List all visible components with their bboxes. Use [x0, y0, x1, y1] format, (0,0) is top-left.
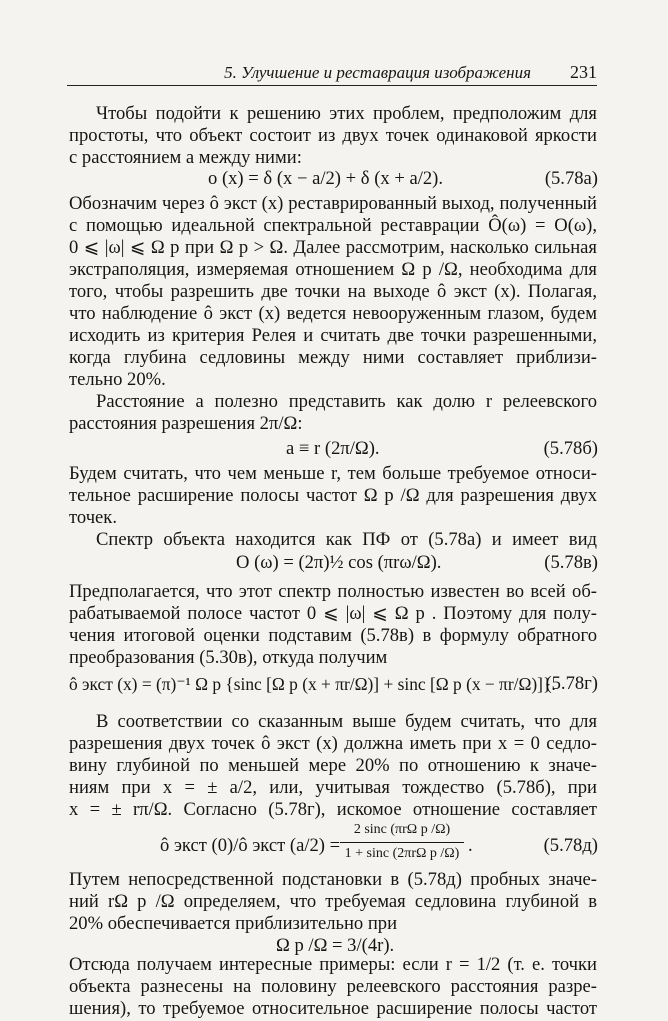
- text-line: тельное расширение полосы частот Ω p /Ω для разрешения двух: [69, 485, 597, 506]
- text-line: простоты, что объект состоит из двух точек одинаковой яркости: [69, 125, 597, 146]
- text-line: исходить из критерия Релея и считать две точки разрешенными,: [69, 325, 597, 346]
- text-line: Путем непосредственной подстановки в (5.78д) пробных значе-: [69, 869, 597, 890]
- text-line: ний rΩ p /Ω определяем, что требуемая седловина глубиной в: [69, 891, 597, 912]
- text-line: экстраполяция, измеряемая отношением Ω p /Ω, необходима для: [69, 259, 597, 280]
- text-line: 0 ⩽ |ω| ⩽ Ω p при Ω p > Ω. Далее рассмотрим, насколько сильная: [69, 237, 597, 258]
- running-head: 5. Улучшение и реставрация изображения: [224, 63, 531, 82]
- text-line: тельно 20%.: [69, 369, 166, 390]
- text-line: преобразования (5.30в), откуда получим: [69, 647, 388, 668]
- text-line: рабатываемой полосе частот 0 ⩽ |ω| ⩽ Ω p . Поэтому для полу-: [69, 603, 597, 624]
- text-line: шения), то требуемое относительное расширение полосы частот: [69, 998, 597, 1019]
- equation-5-78a: o (x) = δ (x − a/2) + δ (x + a/2).: [208, 168, 444, 189]
- text-line: вину глубиной по меньшей мере 20% по отношению к значе-: [69, 755, 597, 776]
- equation-5-78b: a ≡ r (2π/Ω).: [286, 438, 380, 459]
- fraction-numerator: 2 sinc (πrΩ p /Ω): [353, 822, 451, 837]
- text-line: Чтобы подойти к решению этих проблем, предположим для: [96, 103, 597, 124]
- equation-5-78g: ô экст (x) = (π)⁻¹ Ω p {sinc [Ω p (x + πr/Ω)] + sinc [Ω p (x − πr/Ω)]}.: [69, 674, 556, 694]
- text-line: с расстоянием a между ними:: [69, 147, 302, 168]
- text-line: Предполагается, что этот спектр полностью известен во всей об-: [69, 581, 597, 602]
- text-line: объекта разнесены на половину релеевского расстояния разре-: [69, 976, 597, 997]
- text-line: Спектр объекта находится как ПФ от (5.78а) и имеет вид: [96, 529, 597, 550]
- equation-5-78d-left: ô экст (0)/ô экст (a/2) =: [160, 835, 341, 856]
- equation-number: (5.78б): [543, 438, 598, 459]
- equation-period: .: [468, 835, 473, 856]
- text-line: Будем считать, что чем меньше r, тем больше требуемое относи-: [69, 463, 598, 484]
- page-header: [67, 61, 597, 86]
- text-line: с помощью идеальной спектральной реставрации Ô(ω) = O(ω),: [69, 215, 597, 236]
- text-line: точек.: [69, 507, 117, 528]
- equation-5-78v: O (ω) = (2π)½ cos (πrω/Ω).: [236, 552, 442, 573]
- equation-number: (5.78а): [544, 168, 598, 189]
- text-line: 20% обеспечивается приблизительно при: [69, 913, 398, 934]
- text-line: В соответствии со сказанным выше будем считать, что для: [96, 711, 597, 732]
- equation-number: (5.78г): [545, 673, 598, 694]
- text-line: Обозначим через ô экст (x) реставрированный выход, полученный: [69, 193, 597, 214]
- text-line: расстояния разрешения 2π/Ω:: [69, 413, 303, 434]
- text-line: что наблюдение ô экст (x) ведется невооруженным глазом, будем: [69, 303, 597, 324]
- text-line: ниям при x = ± a/2, или, учитывая тождество (5.78б), при: [69, 777, 597, 798]
- text-line: разрешения двух точек ô экст (x) должна иметь при x = 0 седло-: [69, 733, 597, 754]
- text-line: Расстояние a полезно представить как долю r релеевского: [96, 391, 597, 412]
- text-line: когда глубина седловины между ними составляет приблизи-: [69, 347, 597, 368]
- text-line: того, чтобы разрешить две точки на выходе ô экст (x). Полагая,: [69, 281, 597, 302]
- page-number: 231: [570, 62, 597, 82]
- text-line: Отсюда получаем интересные примеры: если r = 1/2 (т. е. точки: [69, 954, 597, 975]
- text-line: x = ± rπ/Ω. Согласно (5.78г), искомое отношение составляет: [69, 799, 597, 820]
- equation-final: Ω p /Ω = 3/(4r).: [276, 935, 395, 956]
- fraction-denominator: 1 + sinc (2πrΩ p /Ω): [344, 846, 460, 861]
- text-line: чения итоговой оценки подставим (5.78в) в формулу обратного: [69, 625, 597, 646]
- equation-number: (5.78д): [543, 835, 598, 856]
- fraction-bar: [340, 842, 464, 843]
- equation-number: (5.78в): [544, 552, 598, 573]
